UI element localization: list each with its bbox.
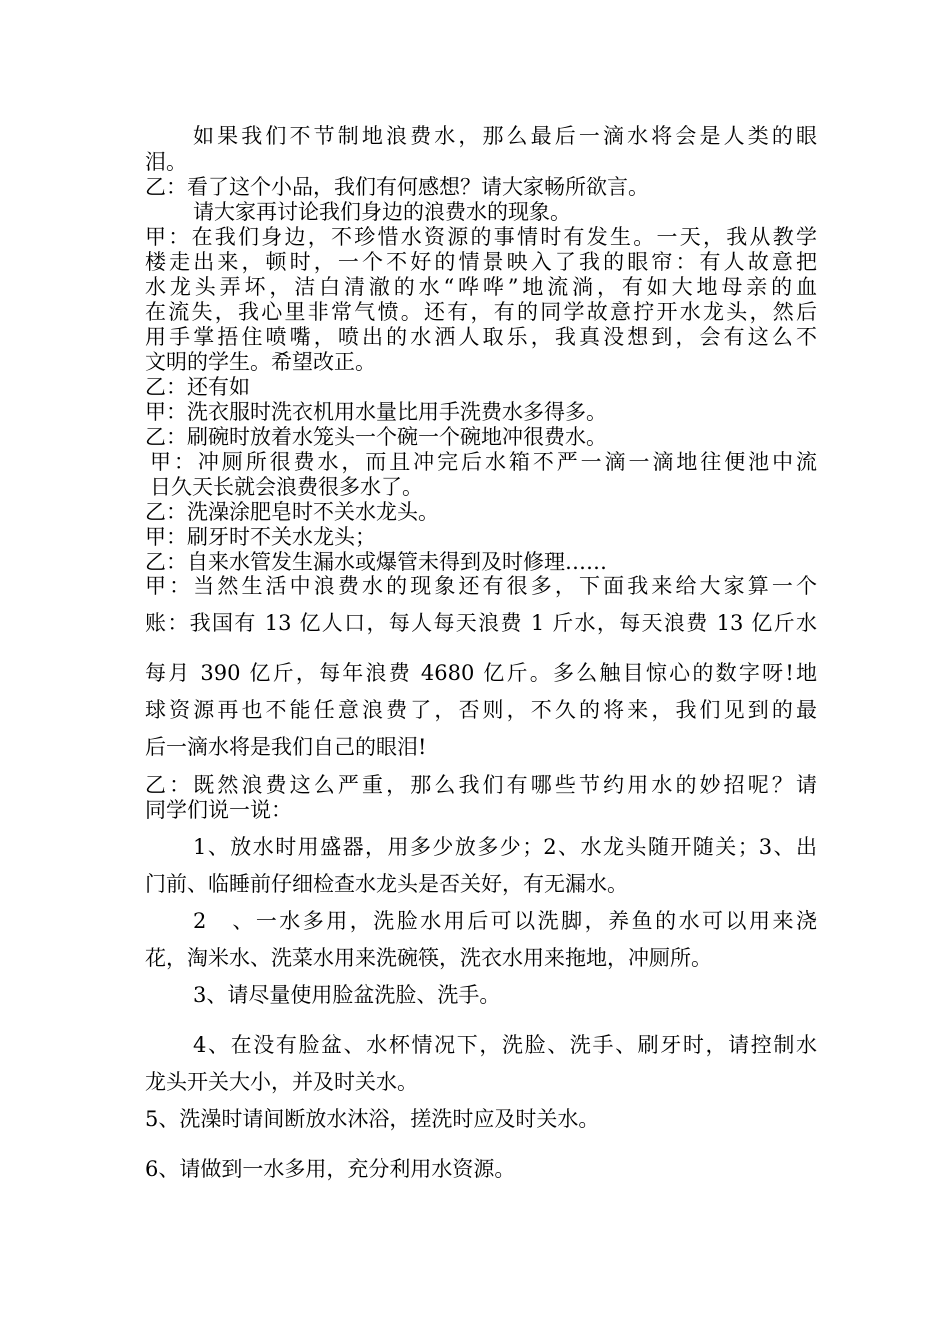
dialogue-line: 同学们说一说： <box>145 798 292 822</box>
paragraph-line: 泪。 <box>145 150 187 174</box>
dialogue-line: 乙：刷碗时放着水笼头一个碗一个碗地冲很费水。 <box>145 425 607 449</box>
paragraph-line: 如果我们不节制地浪费水，那么最后一滴水将会是人类的眼 <box>193 124 817 148</box>
dialogue-line: 每月 390 亿斤，每年浪费 4680 亿斤。多么触目惊心的数字呀!地 <box>145 661 817 685</box>
dialogue-line: 在流失，我心里非常气愤。还有，有的同学故意拧开水龙头，然后 <box>145 300 817 324</box>
tip-line: 5、洗澡时请间断放水沐浴，搓洗时应及时关水。 <box>145 1107 600 1131</box>
dialogue-line: 甲：在我们身边，不珍惜水资源的事情时有发生。一天，我从教学 <box>145 225 817 249</box>
tip-line: 1、放水时用盛器，用多少放多少；2、水龙头随开随关；3、出 <box>193 835 817 859</box>
dialogue-line: 水龙头弄坏，洁白清澈的水“哗哗”地流淌，有如大地母亲的血 <box>145 275 817 299</box>
dialogue-line: 乙：还有如 <box>145 375 250 399</box>
dialogue-line: 乙：自来水管发生漏水或爆管未得到及时修理…… <box>145 550 607 574</box>
dialogue-line: 用手掌捂住喷嘴，喷出的水洒人取乐，我真没想到，会有这么不 <box>145 325 817 349</box>
tip-line: 龙头开关大小，并及时关水。 <box>145 1070 418 1094</box>
dialogue-line: 甲：洗衣服时洗衣机用水量比用手洗费水多得多。 <box>145 400 607 424</box>
dialogue-line: 账：我国有 13 亿人口，每人每天浪费 1 斤水，每天浪费 13 亿斤水 <box>145 611 817 635</box>
dialogue-line: 甲：刷牙时不关水龙头； <box>145 525 376 549</box>
dialogue-line: 文明的学生。希望改正。 <box>145 350 376 374</box>
tip-line: 2 、一水多用，洗脸水用后可以洗脚，养鱼的水可以用来浇 <box>193 909 817 933</box>
dialogue-line: 乙：既然浪费这么严重，那么我们有哪些节约用水的妙招呢？请 <box>145 773 817 797</box>
tip-line: 4、在没有脸盆、水杯情况下，洗脸、洗手、刷牙时，请控制水 <box>193 1033 817 1057</box>
tip-line: 6、请做到一水多用，充分利用水资源。 <box>145 1157 516 1181</box>
dialogue-line: 乙：看了这个小品，我们有何感想？请大家畅所欲言。 <box>145 175 649 199</box>
dialogue-line: 球资源再也不能任意浪费了，否则，不久的将来，我们见到的最 <box>145 698 817 722</box>
dialogue-line: 楼走出来，顿时，一个不好的情景映入了我的眼帘：有人故意把 <box>145 250 817 274</box>
tip-line: 3、请尽量使用脸盆洗脸、洗手。 <box>193 983 501 1007</box>
dialogue-line: 乙：洗澡涂肥皂时不关水龙头。 <box>145 500 439 524</box>
dialogue-line: 后一滴水将是我们自己的眼泪! <box>145 735 427 759</box>
dialogue-line: 甲：当然生活中浪费水的现象还有很多，下面我来给大家算一个 <box>145 574 817 598</box>
dialogue-line: 日久天长就会浪费很多水了。 <box>150 475 423 499</box>
dialogue-line: 甲：冲厕所很费水，而且冲完后水箱不严一滴一滴地往便池中流 <box>150 450 817 474</box>
tip-line: 门前、临睡前仔细检查水龙头是否关好，有无漏水。 <box>145 872 628 896</box>
paragraph-line: 请大家再讨论我们身边的浪费水的现象。 <box>193 200 571 224</box>
tip-line: 花，淘米水、洗菜水用来洗碗筷，洗衣水用来拖地，冲厕所。 <box>145 946 712 970</box>
